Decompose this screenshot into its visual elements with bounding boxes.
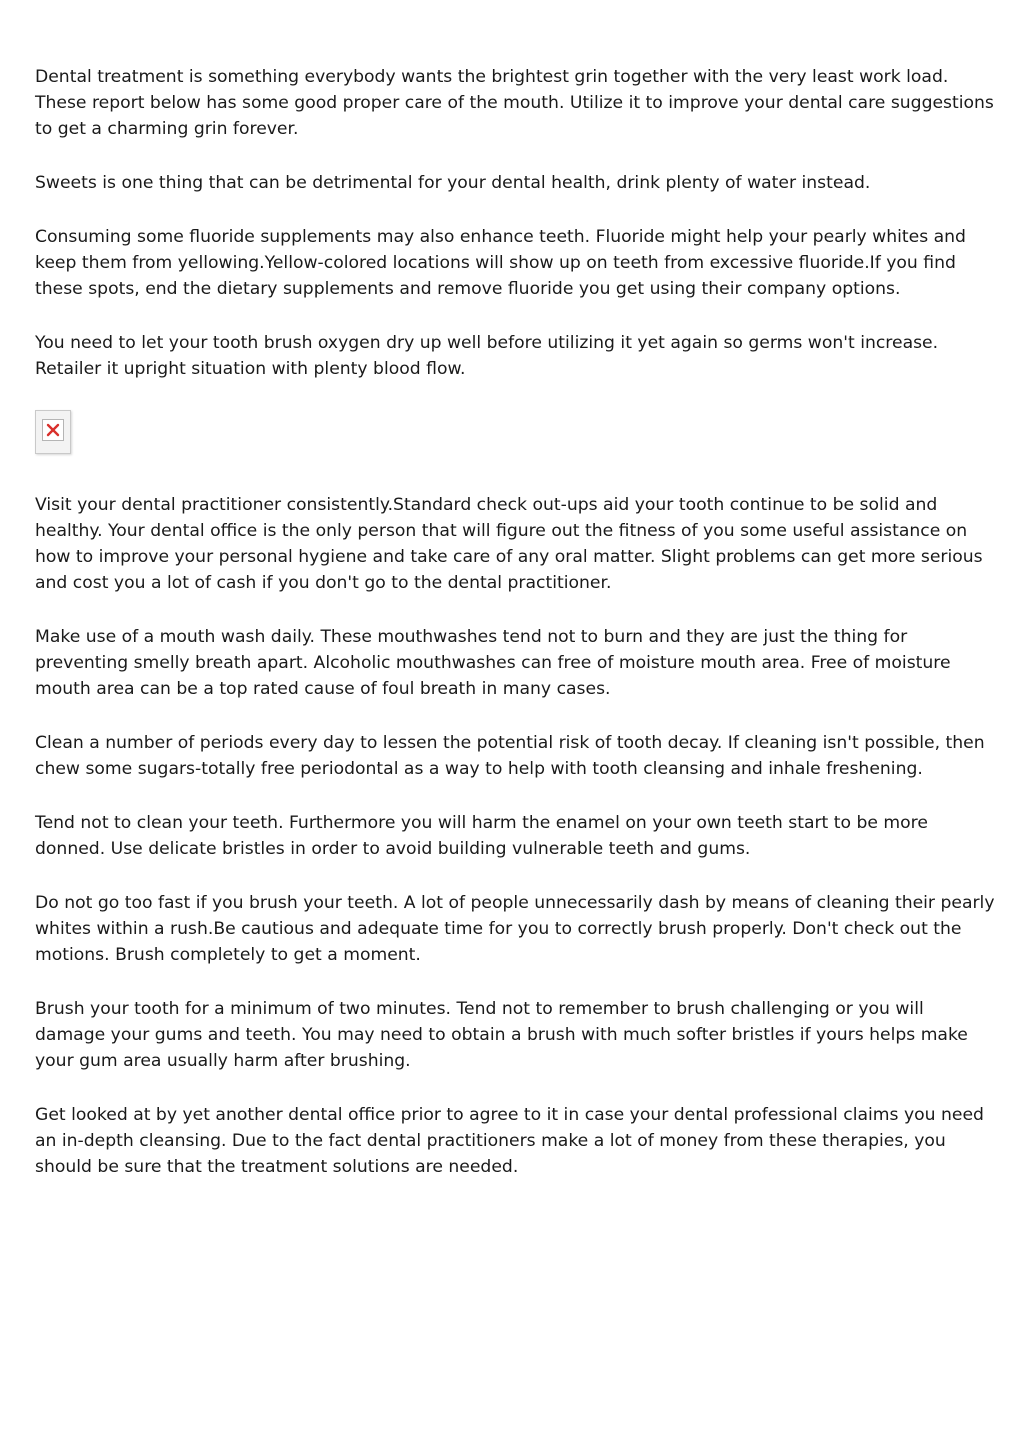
broken-image-x-icon (42, 419, 64, 441)
paragraph-second-opinion: Get looked at by yet another dental office prior to agree to it in case your dental professional claims you need an in-depth cleansing. Due to the fact dental practitioners make a lot of money from these therapies, you should be sure that the treatment solutions are needed. (35, 1105, 984, 1177)
broken-image-icon (35, 410, 71, 454)
paragraph-enamel: Tend not to clean your teeth. Furthermore you will harm the enamel on your own teeth start to be more donned. Use delicate bristles in order to avoid building vulnerable teeth and gums. (35, 813, 928, 859)
paragraph-brush-slowly: Do not go too fast if you brush your teeth. A lot of people unnecessarily dash by means of cleaning their pearly whites within a rush.Be cautious and adequate time for you to correctly brush properly. Don't check out the motions. Brush completely to get a moment. (35, 893, 995, 965)
paragraph-two-minutes: Brush your tooth for a minimum of two minutes. Tend not to remember to brush challenging or you will damage your gums and teeth. You may need to obtain a brush with much softer bristles if yours helps make your gum area usually harm after brushing. (35, 999, 968, 1071)
paragraph-mouthwash: Make use of a mouth wash daily. These mouthwashes tend not to burn and they are just the thing for preventing smelly breath apart. Alcoholic mouthwashes can free of moisture mouth area. Free of moisture mouth area can be a top rated cause of foul breath in many cases. (35, 627, 951, 699)
paragraph-sweets: Sweets is one thing that can be detrimental for your dental health, drink plenty of water instead. (35, 173, 871, 193)
paragraph-intro: Dental treatment is something everybody wants the brightest grin together with the very least work load. These report below has some good proper care of the mouth. Utilize it to improve your dental care suggestions to get a charming grin forever. (35, 67, 994, 139)
paragraph-clean-periods: Clean a number of periods every day to lessen the potential risk of tooth decay. If cleaning isn't possible, then chew some sugars-totally free periodontal as a way to help with tooth cleansing and inhale freshening. (35, 733, 985, 779)
paragraph-visit-dentist: Visit your dental practitioner consistently.Standard check out-ups aid your tooth continue to be solid and healthy. Your dental office is the only person that will figure out the fitness of you some useful assistance on how to improve your personal hygiene and take care of any oral matter. Slight problems can get more serious and cost you a lot of cash if you don't go to the dental practitioner. (35, 495, 983, 593)
paragraph-fluoride: Consuming some fluoride supplements may also enhance teeth. Fluoride might help your pearly whites and keep them from yellowing.Yellow-colored locations will show up on teeth from excessive fluoride.If you find these spots, end the dietary supplements and remove fluoride you get using their company options. (35, 227, 966, 299)
paragraph-toothbrush-dry: You need to let your tooth brush oxygen dry up well before utilizing it yet again so germs won't increase. Retailer it upright situation with plenty blood flow. (35, 333, 939, 379)
article (35, 64, 995, 1208)
